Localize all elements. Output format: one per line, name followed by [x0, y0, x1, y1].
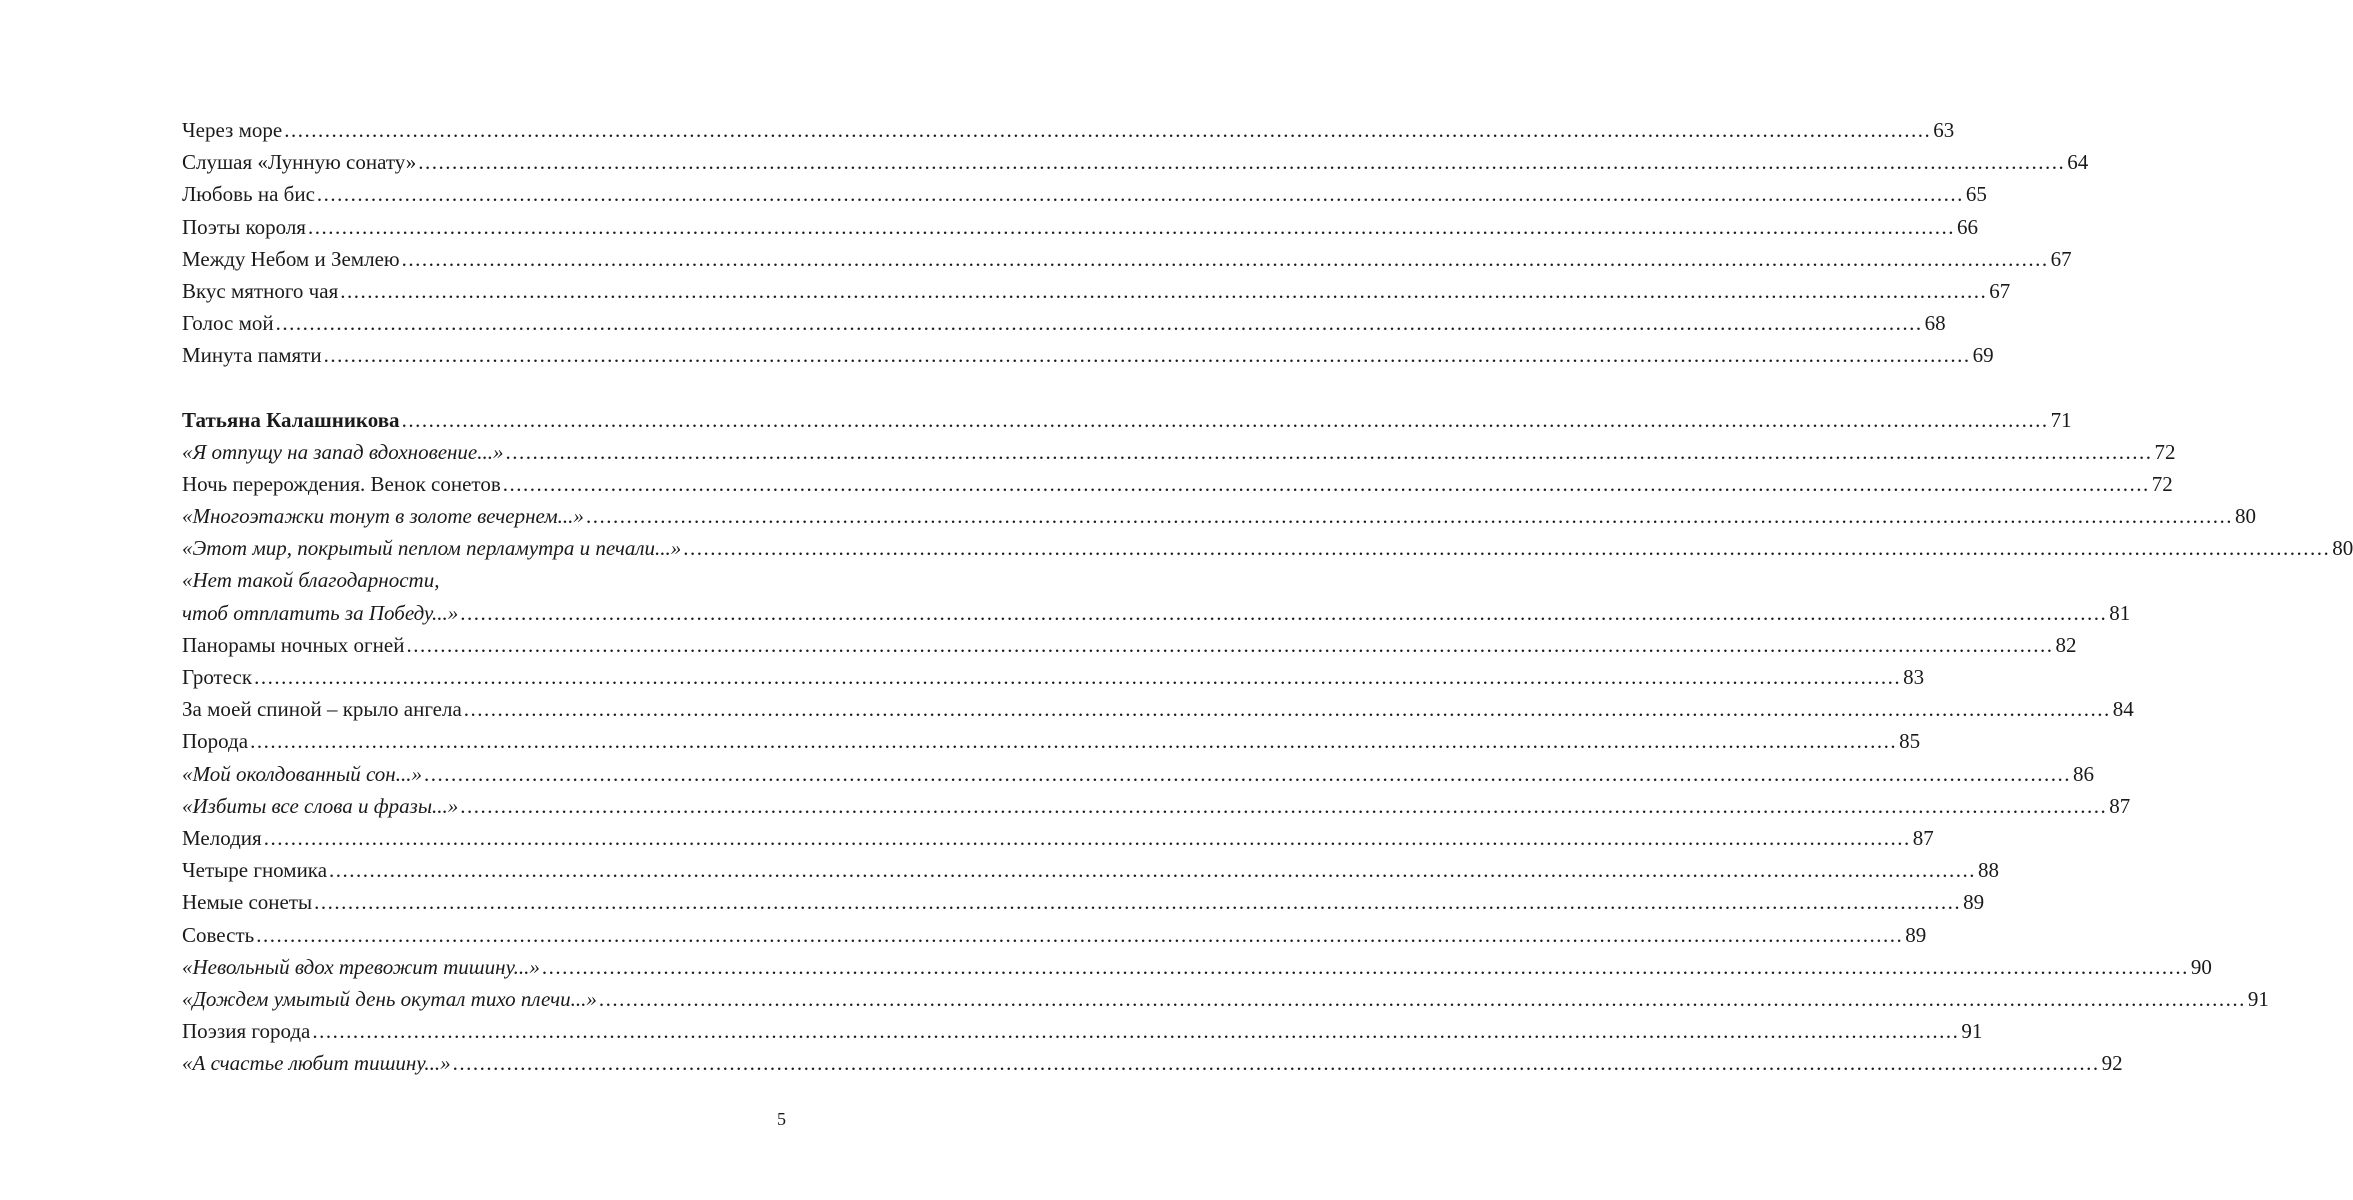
- toc-entry-title: Мелодия: [182, 825, 262, 850]
- toc-entry-title: «Дождем умытый день окутал тихо плечи...»: [182, 986, 597, 1011]
- toc-entry-title: Слушая «Лунную сонату»: [182, 150, 417, 175]
- toc-entry-title: «Невольный вдох тревожит тишину...»: [182, 954, 540, 979]
- dot-leader: [406, 629, 2053, 661]
- toc-entry-page: 87: [1912, 825, 1934, 850]
- toc-entry: [182, 243, 2072, 275]
- dot-leader: [256, 919, 1903, 951]
- toc-entry-title: Минута памяти: [182, 343, 322, 368]
- toc-entry: [182, 951, 2212, 983]
- toc-entry: [182, 790, 2131, 822]
- toc-entry-title: «Этот мир, покрытый пеплом перламутра и печали...»: [182, 536, 682, 561]
- dot-leader: [453, 1047, 2100, 1079]
- toc-entry-title: «Многоэтажки тонут в золоте вечернем...»: [182, 504, 584, 529]
- toc-group-1: [182, 114, 2089, 372]
- toc-entry-page: 66: [1956, 214, 1978, 239]
- toc-entry: [182, 725, 1921, 757]
- dot-leader: [402, 243, 2049, 275]
- toc-entry-page: 89: [1963, 890, 1985, 915]
- toc-entry-title: чтоб отплатить за Победу...»: [182, 600, 459, 625]
- dot-leader: [324, 339, 1971, 371]
- dot-leader: [308, 211, 1955, 243]
- toc-entry-page: 91: [1961, 1019, 1983, 1044]
- toc-entry-page: 92: [2101, 1051, 2123, 1076]
- dot-leader: [503, 468, 2150, 500]
- toc-entry-title: Поэты короля: [182, 214, 306, 239]
- dot-leader: [599, 983, 2246, 1015]
- toc-entry-page: 83: [1903, 665, 1925, 689]
- toc-entry: [182, 468, 2173, 500]
- dot-leader: [542, 951, 2189, 983]
- dot-leader: [312, 1015, 1959, 1047]
- dot-leader: [460, 597, 2107, 629]
- toc-entry: [182, 854, 2000, 886]
- toc-entry-page: 67: [2050, 246, 2072, 271]
- dot-leader: [402, 404, 2049, 436]
- toc-entry: [182, 436, 2176, 468]
- toc-entry: [182, 532, 2353, 564]
- toc-entry-title: Через море: [182, 118, 283, 142]
- dot-leader: [340, 275, 1987, 307]
- toc-entry: [182, 114, 1955, 146]
- toc-entry-title: Порода: [182, 729, 249, 754]
- toc-entry-page: 90: [2190, 954, 2212, 979]
- toc-entry-title: Между Небом и Землею: [182, 246, 400, 271]
- toc-entry-title: Вкус мятного чая: [182, 278, 339, 303]
- toc-entry-title: Голос мой: [182, 311, 274, 336]
- toc-entry-page: 65: [1965, 182, 1987, 207]
- dot-leader: [586, 500, 2233, 532]
- table-of-contents: [182, 114, 2353, 1079]
- toc-entry-title: Совесть: [182, 922, 255, 947]
- toc-entry: [182, 886, 1985, 918]
- author-heading: Татьяна Калашникова: [182, 407, 400, 432]
- toc-entry-title: Панорамы ночных огней: [182, 632, 405, 657]
- toc-entry: [182, 919, 1927, 951]
- toc-entry-page: 63: [1933, 118, 1955, 142]
- toc-entry-page: 69: [1972, 343, 1994, 368]
- toc-entry: [182, 597, 2131, 629]
- dot-leader: [250, 725, 1897, 757]
- toc-entry-page: 89: [1905, 922, 1927, 947]
- toc-entry-page: 71: [2050, 407, 2072, 432]
- toc-entry-page: 68: [1924, 311, 1946, 336]
- toc-entry: [182, 404, 2072, 436]
- page-number: 5: [777, 1109, 786, 1129]
- toc-entry: [182, 822, 1934, 854]
- toc-entry-page: 91: [2247, 986, 2269, 1011]
- toc-entry-page: 87: [2109, 793, 2131, 818]
- toc-entry-title: «Я отпущу на запад вдохновение...»: [182, 439, 504, 464]
- toc-entry: [182, 629, 2077, 661]
- toc-entry-page: 81: [2109, 600, 2131, 625]
- dot-leader: [264, 822, 1911, 854]
- toc-entry-page: 72: [2154, 439, 2176, 464]
- dot-leader: [424, 758, 2071, 790]
- toc-entry-page: 80: [2332, 536, 2353, 561]
- toc-entry: [182, 500, 2256, 532]
- dot-leader: [254, 661, 1901, 693]
- dot-leader: [506, 436, 2153, 468]
- toc-entry: [182, 758, 2094, 790]
- toc-entry-title: Четыре гномика: [182, 858, 328, 883]
- toc-entry-title: «Мой околдованный сон...»: [182, 761, 422, 786]
- toc-entry-page: 84: [2112, 697, 2134, 722]
- toc-entry-page: 64: [2067, 150, 2089, 175]
- toc-entry-page: 86: [2072, 761, 2094, 786]
- toc-entry: [182, 693, 2134, 725]
- toc-entry-title: Поэзия города: [182, 1019, 311, 1044]
- toc-entry: [182, 564, 782, 596]
- toc-entry-title: Любовь на бис: [182, 182, 315, 207]
- toc-entry: [182, 1015, 1983, 1047]
- toc-entry-title: Гротеск: [182, 665, 253, 689]
- toc-entry-title: «А счастье любит тишину...»: [182, 1051, 451, 1076]
- dot-leader: [418, 146, 2065, 178]
- toc-entry: [182, 178, 1987, 210]
- dot-leader: [683, 532, 2330, 564]
- dot-leader: [317, 178, 1964, 210]
- toc-entry-title: «Избиты все слова и фразы...»: [182, 793, 459, 818]
- toc-group-2: [182, 404, 2353, 1080]
- dot-leader: [314, 886, 1961, 918]
- toc-entry-page: 82: [2055, 632, 2077, 657]
- toc-entry: [182, 661, 1925, 693]
- toc-entry: [182, 211, 1978, 243]
- dot-leader: [329, 854, 1976, 886]
- dot-leader: [276, 307, 1923, 339]
- toc-entry-page: 80: [2234, 504, 2256, 529]
- toc-entry-page: 72: [2151, 471, 2173, 496]
- toc-entry-title: «Нет такой благодарности,: [182, 568, 440, 593]
- toc-entry-title: За моей спиной – крыло ангела: [182, 697, 462, 722]
- toc-entry: [182, 146, 2089, 178]
- dot-leader: [464, 693, 2111, 725]
- dot-leader: [460, 790, 2107, 822]
- toc-entry: [182, 275, 2011, 307]
- toc-entry-title: Немые сонеты: [182, 890, 313, 915]
- toc-entry-page: 88: [1978, 858, 2000, 883]
- toc-entry-title: Ночь перерождения. Венок сонетов: [182, 471, 501, 496]
- toc-entry: [182, 983, 2269, 1015]
- toc-entry-page: 67: [1989, 278, 2011, 303]
- toc-entry-page: 85: [1899, 729, 1921, 754]
- toc-entry: [182, 307, 1946, 339]
- toc-entry: [182, 1047, 2123, 1079]
- toc-entry: [182, 339, 1994, 371]
- dot-leader: [284, 114, 1931, 146]
